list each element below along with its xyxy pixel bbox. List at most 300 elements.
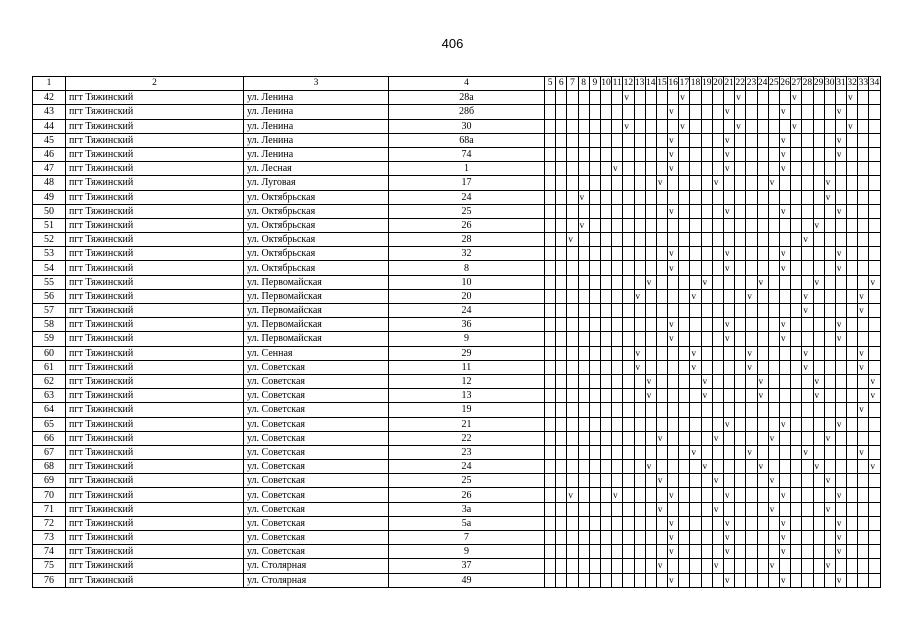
day-cell-15 [656, 460, 667, 474]
day-cell-6 [556, 417, 567, 431]
day-cell-13 [634, 460, 645, 474]
day-cell-29: v [813, 218, 824, 232]
day-cell-9 [589, 502, 600, 516]
house-cell: 8 [389, 261, 545, 275]
house-cell: 22 [389, 431, 545, 445]
settlement-cell: пгт Тяжинский [66, 346, 244, 360]
day-cell-14: v [645, 374, 656, 388]
day-cell-24 [757, 133, 768, 147]
day-cell-27 [791, 275, 802, 289]
day-cell-11 [612, 559, 623, 573]
day-cell-29 [813, 261, 824, 275]
day-cell-26: v [779, 162, 790, 176]
day-cell-20 [712, 346, 723, 360]
row-number: 73 [33, 531, 66, 545]
settlement-cell: пгт Тяжинский [66, 233, 244, 247]
day-cell-8 [578, 374, 589, 388]
day-cell-24 [757, 531, 768, 545]
day-cell-29 [813, 289, 824, 303]
day-cell-10 [600, 389, 611, 403]
day-cell-21: v [724, 332, 735, 346]
day-cell-11 [612, 346, 623, 360]
row-number: 69 [33, 474, 66, 488]
day-cell-11 [612, 133, 623, 147]
day-cell-20 [712, 247, 723, 261]
row-number: 54 [33, 261, 66, 275]
day-cell-5 [545, 332, 556, 346]
day-cell-7 [567, 346, 578, 360]
day-cell-27 [791, 374, 802, 388]
house-cell: 24 [389, 190, 545, 204]
day-cell-23 [746, 403, 757, 417]
table-row [33, 289, 881, 303]
day-cell-17 [679, 204, 690, 218]
column-header-8: 8 [578, 77, 589, 91]
day-cell-32 [847, 204, 858, 218]
day-cell-33 [858, 162, 869, 176]
day-cell-26: v [779, 417, 790, 431]
day-cell-9 [589, 346, 600, 360]
day-cell-30: v [824, 431, 835, 445]
street-cell: ул. Ленина [244, 119, 389, 133]
day-cell-30 [824, 147, 835, 161]
day-cell-9 [589, 247, 600, 261]
column-header-27: 27 [791, 77, 802, 91]
house-cell: 23 [389, 445, 545, 459]
day-cell-33 [858, 318, 869, 332]
day-cell-26: v [779, 573, 790, 587]
day-cell-13 [634, 190, 645, 204]
house-cell: 25 [389, 204, 545, 218]
day-cell-21 [724, 91, 735, 105]
row-number: 48 [33, 176, 66, 190]
row-number: 45 [33, 133, 66, 147]
day-cell-16 [668, 304, 679, 318]
day-cell-17 [679, 176, 690, 190]
table-row [33, 417, 881, 431]
row-number: 52 [33, 233, 66, 247]
day-cell-8 [578, 247, 589, 261]
day-cell-23 [746, 233, 757, 247]
day-cell-30 [824, 233, 835, 247]
day-cell-26: v [779, 133, 790, 147]
day-cell-13 [634, 204, 645, 218]
day-cell-21 [724, 559, 735, 573]
day-cell-11 [612, 573, 623, 587]
day-cell-5 [545, 516, 556, 530]
day-cell-28 [802, 389, 813, 403]
column-header-33: 33 [858, 77, 869, 91]
day-cell-34: v [869, 460, 880, 474]
day-cell-33: v [858, 289, 869, 303]
day-cell-6 [556, 247, 567, 261]
day-cell-30 [824, 162, 835, 176]
house-cell: 26 [389, 218, 545, 232]
day-cell-33 [858, 474, 869, 488]
day-cell-23 [746, 474, 757, 488]
day-cell-33: v [858, 346, 869, 360]
table-row [33, 360, 881, 374]
day-cell-22 [735, 516, 746, 530]
day-cell-15 [656, 275, 667, 289]
day-cell-25 [768, 247, 779, 261]
day-cell-6 [556, 289, 567, 303]
day-cell-24 [757, 190, 768, 204]
day-cell-33 [858, 119, 869, 133]
day-cell-11 [612, 119, 623, 133]
day-cell-7 [567, 275, 578, 289]
column-header-16: 16 [668, 77, 679, 91]
settlement-cell: пгт Тяжинский [66, 105, 244, 119]
day-cell-27 [791, 474, 802, 488]
day-cell-16: v [668, 545, 679, 559]
day-cell-22 [735, 233, 746, 247]
day-cell-11 [612, 147, 623, 161]
day-cell-6 [556, 91, 567, 105]
settlement-cell: пгт Тяжинский [66, 119, 244, 133]
day-cell-15 [656, 261, 667, 275]
day-cell-8 [578, 176, 589, 190]
day-cell-8 [578, 304, 589, 318]
day-cell-10 [600, 445, 611, 459]
day-cell-14 [645, 162, 656, 176]
day-cell-5 [545, 531, 556, 545]
day-cell-8 [578, 332, 589, 346]
day-cell-25 [768, 289, 779, 303]
day-cell-20 [712, 374, 723, 388]
day-cell-32 [847, 304, 858, 318]
day-cell-17 [679, 105, 690, 119]
day-cell-21 [724, 403, 735, 417]
day-cell-22 [735, 460, 746, 474]
day-cell-7 [567, 289, 578, 303]
day-cell-17 [679, 247, 690, 261]
day-cell-5 [545, 147, 556, 161]
day-cell-8 [578, 488, 589, 502]
day-cell-23 [746, 318, 757, 332]
settlement-cell: пгт Тяжинский [66, 304, 244, 318]
day-cell-5 [545, 218, 556, 232]
day-cell-10 [600, 275, 611, 289]
settlement-cell: пгт Тяжинский [66, 573, 244, 587]
day-cell-27 [791, 105, 802, 119]
day-cell-8 [578, 147, 589, 161]
day-cell-26 [779, 474, 790, 488]
day-cell-6 [556, 389, 567, 403]
day-cell-16: v [668, 573, 679, 587]
day-cell-28 [802, 133, 813, 147]
settlement-cell: пгт Тяжинский [66, 91, 244, 105]
day-cell-5 [545, 460, 556, 474]
day-cell-17 [679, 573, 690, 587]
day-cell-6 [556, 488, 567, 502]
day-cell-7 [567, 190, 578, 204]
day-cell-18 [690, 573, 701, 587]
day-cell-12 [623, 332, 634, 346]
day-cell-23 [746, 162, 757, 176]
day-cell-16 [668, 233, 679, 247]
day-cell-16 [668, 559, 679, 573]
house-cell: 32 [389, 247, 545, 261]
day-cell-32 [847, 247, 858, 261]
day-cell-33 [858, 488, 869, 502]
schedule-table [32, 76, 881, 588]
day-cell-32 [847, 147, 858, 161]
column-header-5: 5 [545, 77, 556, 91]
day-cell-8 [578, 545, 589, 559]
day-cell-7 [567, 374, 578, 388]
day-cell-22 [735, 545, 746, 559]
day-cell-17: v [679, 91, 690, 105]
day-cell-16: v [668, 147, 679, 161]
street-cell: ул. Луговая [244, 176, 389, 190]
day-cell-9 [589, 374, 600, 388]
column-header-14: 14 [645, 77, 656, 91]
row-number: 72 [33, 516, 66, 530]
day-cell-23: v [746, 445, 757, 459]
day-cell-8 [578, 275, 589, 289]
day-cell-11 [612, 431, 623, 445]
day-cell-7 [567, 389, 578, 403]
day-cell-21 [724, 431, 735, 445]
day-cell-14 [645, 204, 656, 218]
day-cell-10 [600, 474, 611, 488]
day-cell-34 [869, 119, 880, 133]
day-cell-30 [824, 389, 835, 403]
day-cell-18 [690, 204, 701, 218]
day-cell-30 [824, 346, 835, 360]
day-cell-24 [757, 488, 768, 502]
day-cell-22 [735, 218, 746, 232]
day-cell-34 [869, 360, 880, 374]
day-cell-5 [545, 247, 556, 261]
settlement-cell: пгт Тяжинский [66, 133, 244, 147]
day-cell-33 [858, 133, 869, 147]
day-cell-12: v [623, 91, 634, 105]
day-cell-16: v [668, 105, 679, 119]
day-cell-27 [791, 431, 802, 445]
day-cell-25 [768, 389, 779, 403]
day-cell-13 [634, 445, 645, 459]
street-cell: ул. Советская [244, 431, 389, 445]
day-cell-18: v [690, 445, 701, 459]
row-number: 47 [33, 162, 66, 176]
day-cell-31: v [835, 516, 846, 530]
day-cell-32: v [847, 91, 858, 105]
day-cell-14 [645, 360, 656, 374]
day-cell-11 [612, 304, 623, 318]
day-cell-6 [556, 147, 567, 161]
day-cell-24 [757, 289, 768, 303]
day-cell-11 [612, 403, 623, 417]
day-cell-20 [712, 516, 723, 530]
settlement-cell: пгт Тяжинский [66, 247, 244, 261]
day-cell-6 [556, 261, 567, 275]
day-cell-31 [835, 275, 846, 289]
day-cell-5 [545, 573, 556, 587]
day-cell-32 [847, 162, 858, 176]
day-cell-32 [847, 502, 858, 516]
day-cell-34: v [869, 389, 880, 403]
day-cell-34 [869, 162, 880, 176]
day-cell-22: v [735, 91, 746, 105]
day-cell-13 [634, 516, 645, 530]
day-cell-22 [735, 374, 746, 388]
day-cell-14 [645, 105, 656, 119]
day-cell-25 [768, 233, 779, 247]
day-cell-30 [824, 360, 835, 374]
day-cell-13 [634, 374, 645, 388]
day-cell-7 [567, 573, 578, 587]
day-cell-25 [768, 346, 779, 360]
street-cell: ул. Советская [244, 360, 389, 374]
day-cell-23 [746, 105, 757, 119]
day-cell-32 [847, 516, 858, 530]
day-cell-11: v [612, 162, 623, 176]
day-cell-26 [779, 190, 790, 204]
day-cell-10 [600, 318, 611, 332]
day-cell-19: v [701, 275, 712, 289]
day-cell-28 [802, 147, 813, 161]
day-cell-8 [578, 105, 589, 119]
day-cell-32 [847, 318, 858, 332]
day-cell-27 [791, 289, 802, 303]
day-cell-23 [746, 573, 757, 587]
day-cell-32 [847, 218, 858, 232]
day-cell-30 [824, 261, 835, 275]
day-cell-19 [701, 360, 712, 374]
day-cell-6 [556, 304, 567, 318]
column-header-21: 21 [724, 77, 735, 91]
day-cell-6 [556, 275, 567, 289]
day-cell-12 [623, 417, 634, 431]
day-cell-6 [556, 332, 567, 346]
day-cell-20 [712, 445, 723, 459]
day-cell-19 [701, 133, 712, 147]
day-cell-15 [656, 360, 667, 374]
table-row [33, 233, 881, 247]
day-cell-29 [813, 488, 824, 502]
day-cell-20 [712, 389, 723, 403]
day-cell-17 [679, 318, 690, 332]
day-cell-7 [567, 545, 578, 559]
day-cell-27 [791, 460, 802, 474]
day-cell-11 [612, 105, 623, 119]
day-cell-30 [824, 304, 835, 318]
day-cell-33 [858, 573, 869, 587]
day-cell-13 [634, 119, 645, 133]
day-cell-21 [724, 176, 735, 190]
day-cell-28: v [802, 289, 813, 303]
day-cell-21 [724, 233, 735, 247]
day-cell-32 [847, 488, 858, 502]
street-cell: ул. Октябрьская [244, 204, 389, 218]
day-cell-27 [791, 233, 802, 247]
day-cell-21 [724, 218, 735, 232]
day-cell-25 [768, 147, 779, 161]
day-cell-28 [802, 176, 813, 190]
day-cell-28 [802, 545, 813, 559]
day-cell-26 [779, 502, 790, 516]
street-cell: ул. Первомайская [244, 275, 389, 289]
day-cell-9 [589, 431, 600, 445]
day-cell-6 [556, 374, 567, 388]
settlement-cell: пгт Тяжинский [66, 204, 244, 218]
day-cell-22 [735, 403, 746, 417]
day-cell-14 [645, 304, 656, 318]
day-cell-26 [779, 91, 790, 105]
day-cell-15: v [656, 502, 667, 516]
day-cell-12 [623, 289, 634, 303]
day-cell-8 [578, 204, 589, 218]
settlement-cell: пгт Тяжинский [66, 176, 244, 190]
row-number: 67 [33, 445, 66, 459]
day-cell-30 [824, 133, 835, 147]
day-cell-31: v [835, 332, 846, 346]
day-cell-28 [802, 247, 813, 261]
day-cell-21 [724, 190, 735, 204]
day-cell-26 [779, 445, 790, 459]
day-cell-23: v [746, 346, 757, 360]
day-cell-14 [645, 488, 656, 502]
day-cell-11 [612, 389, 623, 403]
day-cell-24: v [757, 374, 768, 388]
day-cell-9 [589, 204, 600, 218]
day-cell-9 [589, 119, 600, 133]
day-cell-24 [757, 417, 768, 431]
day-cell-10 [600, 545, 611, 559]
row-number: 58 [33, 318, 66, 332]
day-cell-20 [712, 133, 723, 147]
street-cell: ул. Октябрьская [244, 218, 389, 232]
day-cell-19 [701, 304, 712, 318]
day-cell-16: v [668, 488, 679, 502]
house-cell: 28б [389, 105, 545, 119]
day-cell-9 [589, 403, 600, 417]
day-cell-15 [656, 445, 667, 459]
day-cell-24: v [757, 389, 768, 403]
day-cell-9 [589, 545, 600, 559]
day-cell-16: v [668, 247, 679, 261]
street-cell: ул. Октябрьская [244, 233, 389, 247]
day-cell-20 [712, 488, 723, 502]
street-cell: ул. Советская [244, 445, 389, 459]
day-cell-18 [690, 460, 701, 474]
day-cell-17 [679, 346, 690, 360]
day-cell-21 [724, 474, 735, 488]
day-cell-34 [869, 488, 880, 502]
house-cell: 5а [389, 516, 545, 530]
street-cell: ул. Первомайская [244, 289, 389, 303]
day-cell-25 [768, 162, 779, 176]
day-cell-32 [847, 431, 858, 445]
day-cell-34 [869, 318, 880, 332]
day-cell-30 [824, 318, 835, 332]
day-cell-34: v [869, 374, 880, 388]
settlement-cell: пгт Тяжинский [66, 531, 244, 545]
day-cell-6 [556, 318, 567, 332]
day-cell-8 [578, 318, 589, 332]
day-cell-8 [578, 431, 589, 445]
day-cell-7 [567, 105, 578, 119]
day-cell-18 [690, 488, 701, 502]
day-cell-27 [791, 133, 802, 147]
day-cell-12 [623, 105, 634, 119]
day-cell-24 [757, 147, 768, 161]
day-cell-5 [545, 403, 556, 417]
day-cell-7 [567, 133, 578, 147]
column-header-23: 23 [746, 77, 757, 91]
